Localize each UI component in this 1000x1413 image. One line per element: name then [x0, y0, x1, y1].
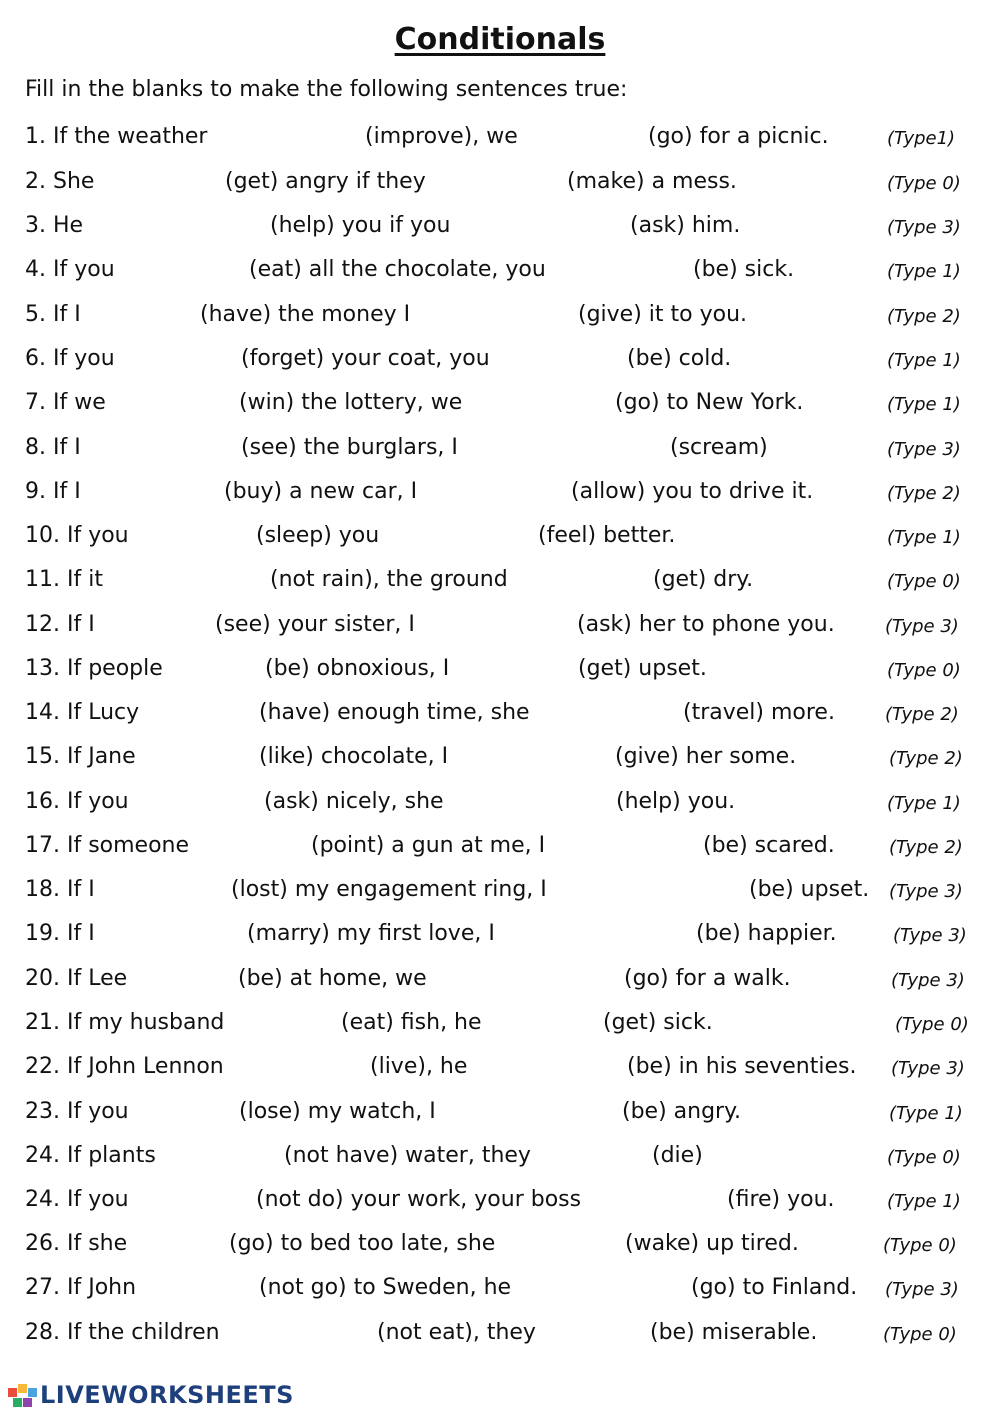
- exercise-item: [0, 1052, 1000, 1096]
- conditional-type-label: (Type 2): [887, 306, 961, 327]
- exercise-text-segment: 6. If you: [25, 346, 115, 371]
- exercise-item: [0, 610, 1000, 654]
- exercise-text-segment: 2. She: [25, 169, 95, 194]
- answer-blank[interactable]: [104, 439, 234, 461]
- answer-blank[interactable]: [154, 748, 252, 770]
- answer-blank[interactable]: [143, 793, 257, 815]
- answer-blank[interactable]: [110, 616, 208, 638]
- exercise-text-segment: (give) it to you.: [578, 302, 748, 327]
- exercise-text-segment: (have) the money I: [200, 302, 411, 327]
- answer-blank[interactable]: [117, 571, 263, 593]
- exercise-text-segment: (buy) a new car, I: [224, 479, 418, 504]
- exercise-text-segment: (fire) you.: [727, 1187, 835, 1212]
- answer-blank[interactable]: [522, 1235, 618, 1257]
- exercise-text-segment: (not rain), the ground: [270, 567, 508, 592]
- exercise-text-segment: 24. If you: [25, 1187, 129, 1212]
- answer-blank[interactable]: [104, 306, 193, 328]
- conditional-type-label: (Type 1): [889, 1103, 963, 1124]
- conditional-type-label: (Type 3): [885, 1279, 959, 1300]
- exercise-text-segment: (be) miserable.: [650, 1320, 818, 1345]
- answer-blank[interactable]: [526, 925, 689, 947]
- answer-blank[interactable]: [141, 970, 231, 992]
- exercise-item: [0, 742, 1000, 786]
- exercise-text-segment: 13. If people: [25, 656, 163, 681]
- answer-blank[interactable]: [178, 660, 258, 682]
- exercise-item: [0, 388, 1000, 432]
- exercise-item: [0, 521, 1000, 565]
- answer-blank[interactable]: [137, 350, 234, 372]
- exercise-text-segment: (go) for a walk.: [624, 966, 791, 991]
- answer-blank[interactable]: [579, 881, 742, 903]
- answer-blank[interactable]: [393, 527, 531, 549]
- answer-blank[interactable]: [442, 483, 564, 505]
- exercise-text-segment: (like) chocolate, I: [259, 744, 449, 769]
- exercise-item: [0, 433, 1000, 477]
- answer-blank[interactable]: [463, 793, 609, 815]
- exercise-item: [0, 167, 1000, 211]
- exercise-text-segment: (live), he: [370, 1054, 468, 1079]
- exercise-item: [0, 1008, 1000, 1052]
- instructions-text: Fill in the blanks to make the following sentences true:: [25, 77, 628, 102]
- answer-blank[interactable]: [486, 394, 608, 416]
- conditional-type-label: (Type 3): [891, 970, 965, 991]
- answer-blank[interactable]: [446, 173, 560, 195]
- exercise-text-segment: 3. He: [25, 213, 84, 238]
- conditional-type-label: (Type 3): [889, 881, 963, 902]
- answer-blank[interactable]: [474, 660, 571, 682]
- exercise-item: [0, 477, 1000, 521]
- conditional-type-label: (Type 0): [887, 1147, 961, 1168]
- exercise-item: [0, 565, 1000, 609]
- exercise-text-segment: (be) upset.: [749, 877, 870, 902]
- answer-blank[interactable]: [555, 1147, 645, 1169]
- answer-blank[interactable]: [110, 925, 240, 947]
- answer-blank[interactable]: [171, 1147, 277, 1169]
- exercise-text-segment: (forget) your coat, you: [241, 346, 490, 371]
- exercise-text-segment: (get) sick.: [603, 1010, 713, 1035]
- exercise-item: [0, 1318, 1000, 1362]
- exercise-text-segment: (be) in his seventies.: [627, 1054, 857, 1079]
- exercise-text-segment: (be) angry.: [622, 1099, 741, 1124]
- answer-blank[interactable]: [554, 704, 676, 726]
- exercise-text-segment: (wake) up tired.: [625, 1231, 799, 1256]
- exercise-text-segment: (feel) better.: [538, 523, 676, 548]
- answer-blank[interactable]: [143, 1191, 249, 1213]
- exercise-text-segment: (have) enough time, she: [259, 700, 530, 725]
- exercise-text-segment: 18. If I: [25, 877, 95, 902]
- conditional-type-label: (Type 1): [887, 261, 961, 282]
- conditional-type-label: (Type 3): [887, 217, 961, 238]
- exercise-item: [0, 875, 1000, 919]
- exercise-text-segment: 20. If Lee: [25, 966, 128, 991]
- exercise-item: [0, 919, 1000, 963]
- exercise-text-segment: (lose) my watch, I: [239, 1099, 436, 1124]
- answer-blank[interactable]: [143, 1103, 232, 1125]
- answer-blank[interactable]: [471, 748, 608, 770]
- answer-blank[interactable]: [182, 128, 357, 150]
- exercise-text-segment: (go) to Finland.: [691, 1275, 858, 1300]
- answer-blank[interactable]: [154, 1279, 252, 1301]
- conditional-type-label: (Type 3): [893, 925, 967, 946]
- exercise-text-segment: 8. If I: [25, 435, 81, 460]
- answer-blank[interactable]: [104, 483, 217, 505]
- exercise-item: [0, 1097, 1000, 1141]
- exercise-item: [0, 964, 1000, 1008]
- exercise-item: [0, 1185, 1000, 1229]
- exercise-text-segment: (make) a mess.: [567, 169, 737, 194]
- exercise-text-segment: (scream): [670, 435, 768, 460]
- exercise-text-segment: 14. If Lucy: [25, 700, 140, 725]
- exercise-text-segment: (be) sick.: [693, 257, 795, 282]
- exercise-text-segment: 11. If it: [25, 567, 103, 592]
- exercise-text-segment: 27. If John: [25, 1275, 137, 1300]
- exercise-text-segment: (ask) him.: [630, 213, 741, 238]
- exercise-item: [0, 654, 1000, 698]
- exercise-text-segment: (ask) nicely, she: [264, 789, 444, 814]
- answer-blank[interactable]: [446, 970, 617, 992]
- answer-blank[interactable]: [440, 616, 570, 638]
- exercise-text-segment: 24. If plants: [25, 1143, 156, 1168]
- answer-blank[interactable]: [245, 1014, 334, 1036]
- exercise-text-segment: (go) to New York.: [615, 390, 804, 415]
- conditional-type-label: (Type 3): [885, 616, 959, 637]
- exercise-item: [0, 344, 1000, 388]
- footer-brand-text: LIVEWORKSHEETS: [40, 1381, 294, 1409]
- exercise-item: [0, 787, 1000, 831]
- exercise-item: [0, 300, 1000, 344]
- exercise-text-segment: (win) the lottery, we: [239, 390, 463, 415]
- exercise-text-segment: (ask) her to phone you.: [577, 612, 835, 637]
- answer-blank[interactable]: [485, 439, 663, 461]
- conditional-type-label: (Type 0): [887, 173, 961, 194]
- conditional-type-label: (Type1): [887, 128, 956, 149]
- answer-blank[interactable]: [140, 1235, 222, 1257]
- exercise-text-segment: (see) your sister, I: [215, 612, 415, 637]
- exercise-text-segment: (be) scared.: [703, 833, 835, 858]
- exercise-text-segment: (be) happier.: [696, 921, 837, 946]
- exercise-text-segment: 17. If someone: [25, 833, 190, 858]
- answer-blank[interactable]: [248, 1058, 363, 1080]
- exercise-text-segment: (not go) to Sweden, he: [259, 1275, 512, 1300]
- conditional-type-label: (Type 0): [883, 1324, 957, 1345]
- exercise-item: [0, 831, 1000, 875]
- exercise-item: [0, 122, 1000, 166]
- answer-blank[interactable]: [460, 1103, 615, 1125]
- exercise-text-segment: 4. If you: [25, 257, 115, 282]
- answer-blank[interactable]: [470, 217, 622, 239]
- answer-blank[interactable]: [206, 837, 304, 859]
- answer-blank[interactable]: [100, 217, 262, 239]
- exercise-text-segment: 22. If John Lennon: [25, 1054, 224, 1079]
- conditional-type-label: (Type 3): [891, 1058, 965, 1079]
- liveworksheets-logo-icon: [8, 1382, 38, 1408]
- answer-blank[interactable]: [572, 261, 686, 283]
- conditional-type-label: (Type 1): [887, 1191, 961, 1212]
- answer-blank[interactable]: [434, 306, 571, 328]
- exercise-text-segment: (get) dry.: [653, 567, 754, 592]
- answer-blank[interactable]: [154, 704, 252, 726]
- answer-blank[interactable]: [573, 837, 696, 859]
- answer-blank[interactable]: [482, 1058, 620, 1080]
- exercise-text-segment: 23. If you: [25, 1099, 129, 1124]
- conditional-type-label: (Type 2): [885, 704, 959, 725]
- exercise-text-segment: (go) to bed too late, she: [229, 1231, 496, 1256]
- answer-blank[interactable]: [239, 1324, 370, 1346]
- conditional-type-label: (Type 1): [887, 350, 961, 371]
- exercise-text-segment: (not have) water, they: [284, 1143, 531, 1168]
- exercise-text-segment: (marry) my first love, I: [247, 921, 495, 946]
- exercise-text-segment: 28. If the children: [25, 1320, 220, 1345]
- conditional-type-label: (Type 0): [883, 1235, 957, 1256]
- exercise-text-segment: (be) cold.: [627, 346, 732, 371]
- exercise-text-segment: 16. If you: [25, 789, 129, 814]
- exercise-item: [0, 1273, 1000, 1317]
- exercise-item: [0, 1141, 1000, 1185]
- conditional-type-label: (Type 1): [887, 793, 961, 814]
- exercise-text-segment: 9. If I: [25, 479, 81, 504]
- answer-blank[interactable]: [110, 881, 224, 903]
- conditional-type-label: (Type 0): [887, 571, 961, 592]
- exercise-text-segment: 5. If I: [25, 302, 81, 327]
- conditional-type-label: (Type 2): [887, 483, 961, 504]
- exercise-text-segment: (go) for a picnic.: [648, 124, 829, 149]
- answer-blank[interactable]: [514, 350, 620, 372]
- exercise-text-segment: (travel) more.: [683, 700, 835, 725]
- exercise-text-segment: (allow) you to drive it.: [571, 479, 814, 504]
- answer-blank[interactable]: [499, 1014, 596, 1036]
- exercise-text-segment: 12. If I: [25, 612, 95, 637]
- exercise-text-segment: (get) angry if they: [225, 169, 426, 194]
- answer-blank[interactable]: [532, 571, 646, 593]
- exercise-text-segment: 26. If she: [25, 1231, 128, 1256]
- exercise-text-segment: (eat) fish, he: [341, 1010, 482, 1035]
- exercise-text-segment: (improve), we: [365, 124, 518, 149]
- conditional-type-label: (Type 0): [895, 1014, 969, 1035]
- footer-brand: [8, 1380, 294, 1410]
- answer-blank[interactable]: [143, 527, 249, 549]
- exercise-text-segment: (be) at home, we: [238, 966, 427, 991]
- exercise-text-segment: (help) you.: [616, 789, 736, 814]
- exercise-text-segment: 19. If I: [25, 921, 95, 946]
- exercise-text-segment: (be) obnoxious, I: [265, 656, 450, 681]
- exercise-text-segment: (lost) my engagement ring, I: [231, 877, 547, 902]
- exercise-text-segment: (see) the burglars, I: [241, 435, 458, 460]
- conditional-type-label: (Type 3): [887, 439, 961, 460]
- conditional-type-label: (Type 2): [889, 748, 963, 769]
- answer-blank[interactable]: [128, 394, 232, 416]
- exercise-text-segment: (get) upset.: [578, 656, 707, 681]
- worksheet-title: Conditionals: [394, 22, 606, 57]
- exercise-text-segment: 15. If Jane: [25, 744, 136, 769]
- conditional-type-label: (Type 1): [887, 527, 961, 548]
- exercise-text-segment: (point) a gun at me, I: [311, 833, 546, 858]
- answer-blank[interactable]: [554, 1324, 643, 1346]
- answer-blank[interactable]: [538, 1279, 684, 1301]
- conditional-type-label: (Type 0): [887, 660, 961, 681]
- exercise-text-segment: 21. If my husband: [25, 1010, 225, 1035]
- answer-blank[interactable]: [137, 261, 242, 283]
- exercise-text-segment: (not do) your work, your boss: [256, 1187, 582, 1212]
- exercise-text-segment: 1. If the weather: [25, 124, 208, 149]
- exercise-item: [0, 698, 1000, 742]
- exercise-item: [0, 255, 1000, 299]
- exercise-text-segment: 7. If we: [25, 390, 106, 415]
- answer-blank[interactable]: [535, 128, 640, 150]
- answer-blank[interactable]: [614, 1191, 720, 1213]
- exercise-text-segment: (help) you if you: [270, 213, 451, 238]
- exercise-text-segment: (give) her some.: [615, 744, 797, 769]
- exercise-item: [0, 1229, 1000, 1273]
- exercise-item: [0, 211, 1000, 255]
- exercise-text-segment: (not eat), they: [377, 1320, 536, 1345]
- exercise-text-segment: (sleep) you: [256, 523, 380, 548]
- exercise-text-segment: (eat) all the chocolate, you: [249, 257, 546, 282]
- exercise-text-segment: (die): [652, 1143, 703, 1168]
- exercise-text-segment: 10. If you: [25, 523, 129, 548]
- answer-blank[interactable]: [112, 173, 218, 195]
- conditional-type-label: (Type 1): [887, 394, 961, 415]
- conditional-type-label: (Type 2): [889, 837, 963, 858]
